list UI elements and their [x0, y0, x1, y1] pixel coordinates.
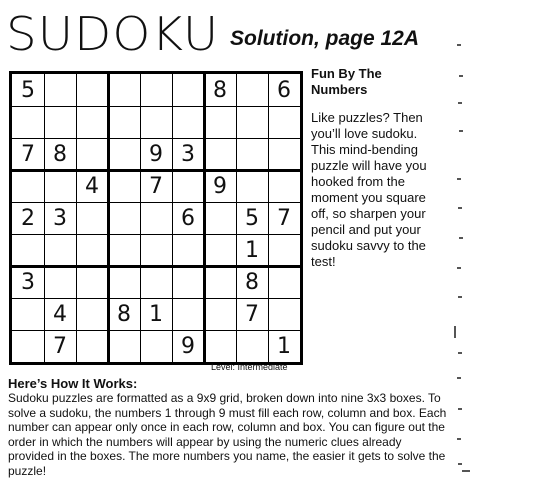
sudoku-cell [12, 298, 44, 330]
sudoku-cell [44, 170, 76, 202]
sudoku-cell [12, 106, 44, 138]
sudoku-cell: 8 [53, 141, 67, 167]
sudoku-cell: 1 [245, 237, 259, 263]
sudoku-cell [12, 170, 44, 202]
sudoku-cell [268, 138, 300, 170]
sudoku-cell [44, 234, 76, 266]
sudoku-cell [268, 106, 300, 138]
sudoku-cell: 7 [53, 333, 67, 359]
how-it-works-title: Here’s How It Works: [8, 376, 138, 391]
sudoku-cell [236, 330, 268, 362]
sudoku-cell [76, 74, 108, 106]
sudoku-cell: 1 [277, 333, 291, 359]
sudoku-cell [236, 170, 268, 202]
sudoku-cell: 7 [277, 205, 291, 231]
sudoku-cell: 6 [277, 77, 291, 103]
sidebar [311, 66, 441, 270]
sudoku-cell: 3 [21, 269, 35, 295]
how-it-works-body: Sudoku puzzles are formatted as a 9x9 grid, broken down into nine 3x3 boxes. To solve a sudoku, the numbers 1 through 9 must fill each row, column and box. Each number can appear only once in each row, column and box. You can figure out the order in which the numbers will appear by using the numeric clues already provided in the boxes. The more numbers you name, the easier it gets to solve the puzzle! [8, 391, 447, 478]
sidebar-body: Like puzzles? Then you’ll love sudoku. This mind-bending puzzle will have you hooked from the moment you square off, so sharpen your pencil and put your sudoku savvy to the test! [311, 110, 427, 269]
sudoku-cell [204, 106, 236, 138]
sudoku-cell [268, 298, 300, 330]
sudoku-cell: 7 [245, 301, 259, 327]
sudoku-cell: 5 [245, 205, 259, 231]
sudoku-cell [204, 234, 236, 266]
sudoku-cell [268, 266, 300, 298]
sudoku-cell [44, 106, 76, 138]
sudoku-cell: 6 [181, 205, 195, 231]
sudoku-cell: 9 [181, 333, 195, 359]
sudoku-cell [172, 74, 204, 106]
sidebar-title: Fun By The Numbers [311, 66, 382, 97]
sudoku-cell: 4 [53, 301, 67, 327]
sudoku-cell [172, 266, 204, 298]
sudoku-cell [108, 74, 140, 106]
sudoku-cell: 3 [53, 205, 67, 231]
sudoku-cell [12, 330, 44, 362]
sudoku-cell [172, 170, 204, 202]
sudoku-cell [172, 234, 204, 266]
sudoku-cell [108, 266, 140, 298]
sudoku-cell [108, 106, 140, 138]
sudoku-cell [204, 138, 236, 170]
sudoku-cell: 2 [21, 205, 35, 231]
sudoku-cell [108, 330, 140, 362]
sudoku-grid [9, 71, 303, 365]
sudoku-cell [76, 106, 108, 138]
sudoku-cell [108, 170, 140, 202]
solution-reference: Solution, page 12A [230, 27, 420, 50]
sudoku-cell [76, 330, 108, 362]
sudoku-cell [236, 106, 268, 138]
sudoku-cell: 8 [117, 301, 131, 327]
sudoku-cell: 8 [245, 269, 259, 295]
sudoku-cell: 3 [181, 141, 195, 167]
sudoku-cell [204, 266, 236, 298]
sudoku-cell [76, 202, 108, 234]
sudoku-cell [76, 266, 108, 298]
sudoku-cell [236, 138, 268, 170]
sudoku-cell [204, 330, 236, 362]
sudoku-cell [172, 298, 204, 330]
sudoku-cell: 4 [85, 173, 99, 199]
sudoku-cell: 7 [149, 173, 163, 199]
sudoku-cell [140, 202, 172, 234]
sudoku-cell: 9 [213, 173, 227, 199]
sudoku-cell [204, 202, 236, 234]
sudoku-cell [44, 266, 76, 298]
sudoku-cell: 1 [149, 301, 163, 327]
adjacent-column-edge [452, 0, 542, 487]
sudoku-cell [76, 138, 108, 170]
sudoku-cell [140, 74, 172, 106]
difficulty-level: Level: Intermediate [211, 362, 288, 372]
sudoku-cell [140, 330, 172, 362]
sudoku-cell: 7 [21, 141, 35, 167]
sudoku-cell [108, 202, 140, 234]
sudoku-cell: 9 [149, 141, 163, 167]
sudoku-cell [172, 106, 204, 138]
sudoku-cell [108, 234, 140, 266]
sudoku-cell [76, 298, 108, 330]
sudoku-cell [140, 234, 172, 266]
sudoku-cell [236, 74, 268, 106]
sudoku-cell [268, 234, 300, 266]
sudoku-cell [12, 234, 44, 266]
sudoku-cell: 5 [21, 77, 35, 103]
sudoku-cell: 8 [213, 77, 227, 103]
sudoku-cell [76, 234, 108, 266]
sudoku-cell [140, 106, 172, 138]
sudoku-cell [108, 138, 140, 170]
how-it-works [8, 376, 448, 479]
sudoku-title: SUDOKU [6, 7, 220, 61]
sudoku-cell [268, 170, 300, 202]
sudoku-cell [140, 266, 172, 298]
sudoku-cell [204, 298, 236, 330]
sudoku-cell [44, 74, 76, 106]
